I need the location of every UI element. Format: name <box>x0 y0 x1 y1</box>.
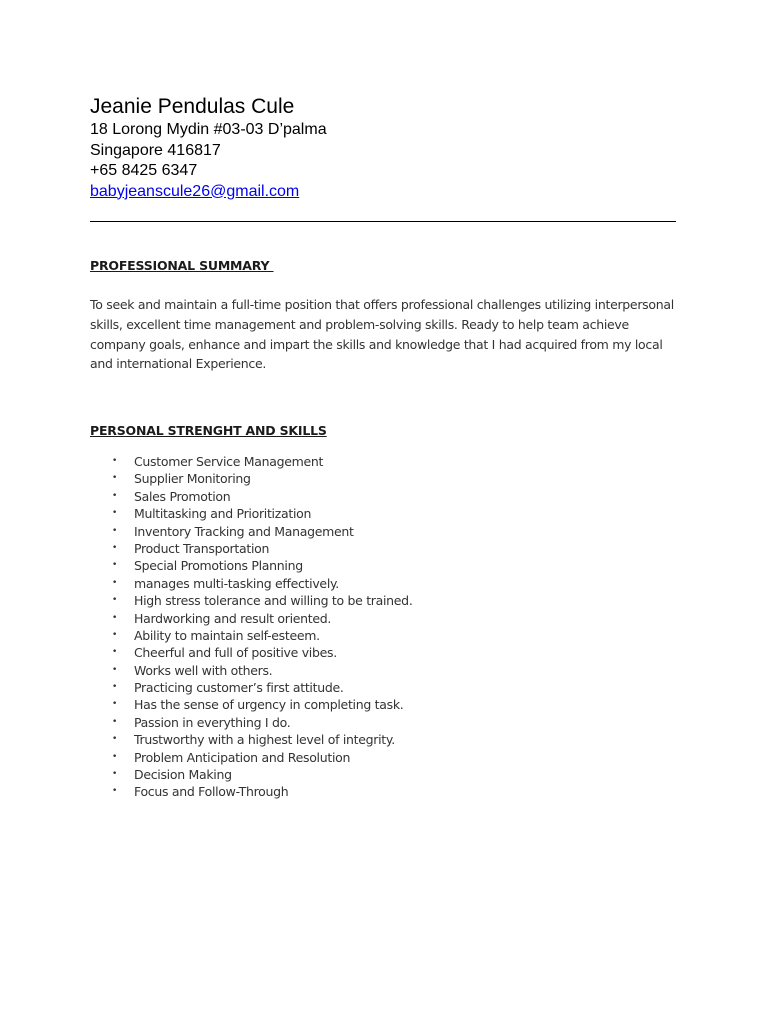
skill-list-item <box>112 731 413 748</box>
skill-list-item <box>112 610 413 627</box>
bullet-icon: • <box>112 629 118 640</box>
skill-list-item <box>112 505 413 522</box>
bullet-icon: • <box>112 716 118 727</box>
bullet-icon: • <box>112 508 118 519</box>
skill-label: Practicing customer’s first attitude. <box>134 680 344 696</box>
skill-list-item <box>112 662 413 679</box>
skill-list-item <box>112 575 413 592</box>
skill-label: Problem Anticipation and Resolution <box>134 749 351 765</box>
skills-heading: PERSONAL STRENGHT AND SKILLS <box>90 423 327 438</box>
bullet-icon: • <box>112 490 118 501</box>
bullet-icon: • <box>112 525 118 536</box>
skill-label: Supplier Monitoring <box>134 471 251 487</box>
bullet-icon: • <box>112 734 118 745</box>
skills-list <box>112 453 413 801</box>
address-line-2: Singapore 416817 <box>90 141 221 159</box>
bullet-icon: • <box>112 456 118 466</box>
bullet-icon: • <box>112 473 118 484</box>
bullet-icon: • <box>112 560 118 571</box>
skill-label: Product Transportation <box>134 540 270 556</box>
skill-list-item <box>112 714 413 731</box>
address-line-1: 18 Lorong Mydin #03-03 D’palma <box>90 121 327 138</box>
skill-label: Customer Service Management <box>134 454 324 469</box>
bullet-icon: • <box>112 647 118 658</box>
skill-list-item <box>112 557 413 574</box>
skill-list-item <box>112 749 413 766</box>
email-link[interactable]: babyjeanscule26@gmail.com <box>90 182 300 200</box>
bullet-icon: • <box>112 612 118 623</box>
professional-summary-text: To seek and maintain a full-time position that offers professional challenges utilizing interpersonal skills, excellent time management and problem-solving skills. Ready to help team achieve company goals, enhance and impart the skills and knowledge that I had acquired from my local and international Experience. <box>90 297 674 372</box>
skill-list-item <box>112 783 413 800</box>
header-divider <box>90 221 676 222</box>
skill-list-item <box>112 470 413 487</box>
skill-label: High stress tolerance and willing to be trained. <box>134 593 413 609</box>
bullet-icon: • <box>112 595 118 606</box>
skill-list-item <box>112 644 413 661</box>
bullet-icon: • <box>112 769 118 780</box>
skill-label: Sales Promotion <box>134 488 231 504</box>
skill-label: Passion in everything I do. <box>134 714 291 730</box>
skill-list-item <box>112 627 413 644</box>
skill-label: Special Promotions Planning <box>134 558 303 574</box>
skill-list-item <box>112 679 413 696</box>
skill-list-item <box>112 592 413 609</box>
contact-header <box>90 94 690 202</box>
skill-list-item <box>112 523 413 540</box>
skill-label: Decision Making <box>134 767 232 783</box>
bullet-icon: • <box>112 786 118 797</box>
skill-list-item <box>112 453 413 470</box>
bullet-icon: • <box>112 577 118 588</box>
skill-label: Works well with others. <box>134 662 273 678</box>
bullet-icon: • <box>112 699 118 710</box>
bullet-icon: • <box>112 751 118 762</box>
skill-label: Ability to maintain self-esteem. <box>134 627 320 643</box>
skill-list-item <box>112 488 413 505</box>
skill-label: Cheerful and full of positive vibes. <box>134 645 337 661</box>
skill-label: Trustworthy with a highest level of integrity. <box>134 732 395 748</box>
skill-label: Multitasking and Prioritization <box>134 506 312 522</box>
skill-list-item <box>112 766 413 783</box>
skill-label: manages multi-tasking effectively. <box>134 575 339 591</box>
bullet-icon: • <box>112 664 118 675</box>
professional-summary-heading: PROFESSIONAL SUMMARY <box>90 258 274 273</box>
skill-list-item <box>112 696 413 713</box>
skill-label: Hardworking and result oriented. <box>134 610 332 626</box>
skill-label: Has the sense of urgency in completing task. <box>134 697 404 713</box>
skill-label: Focus and Follow-Through <box>134 784 289 800</box>
skill-label: Inventory Tracking and Management <box>134 523 354 539</box>
phone-number: +65 8425 6347 <box>90 162 198 179</box>
candidate-name: Jeanie Pendulas Cule <box>90 95 295 118</box>
bullet-icon: • <box>112 542 118 553</box>
skill-list-item <box>112 540 413 557</box>
bullet-icon: • <box>112 682 118 693</box>
